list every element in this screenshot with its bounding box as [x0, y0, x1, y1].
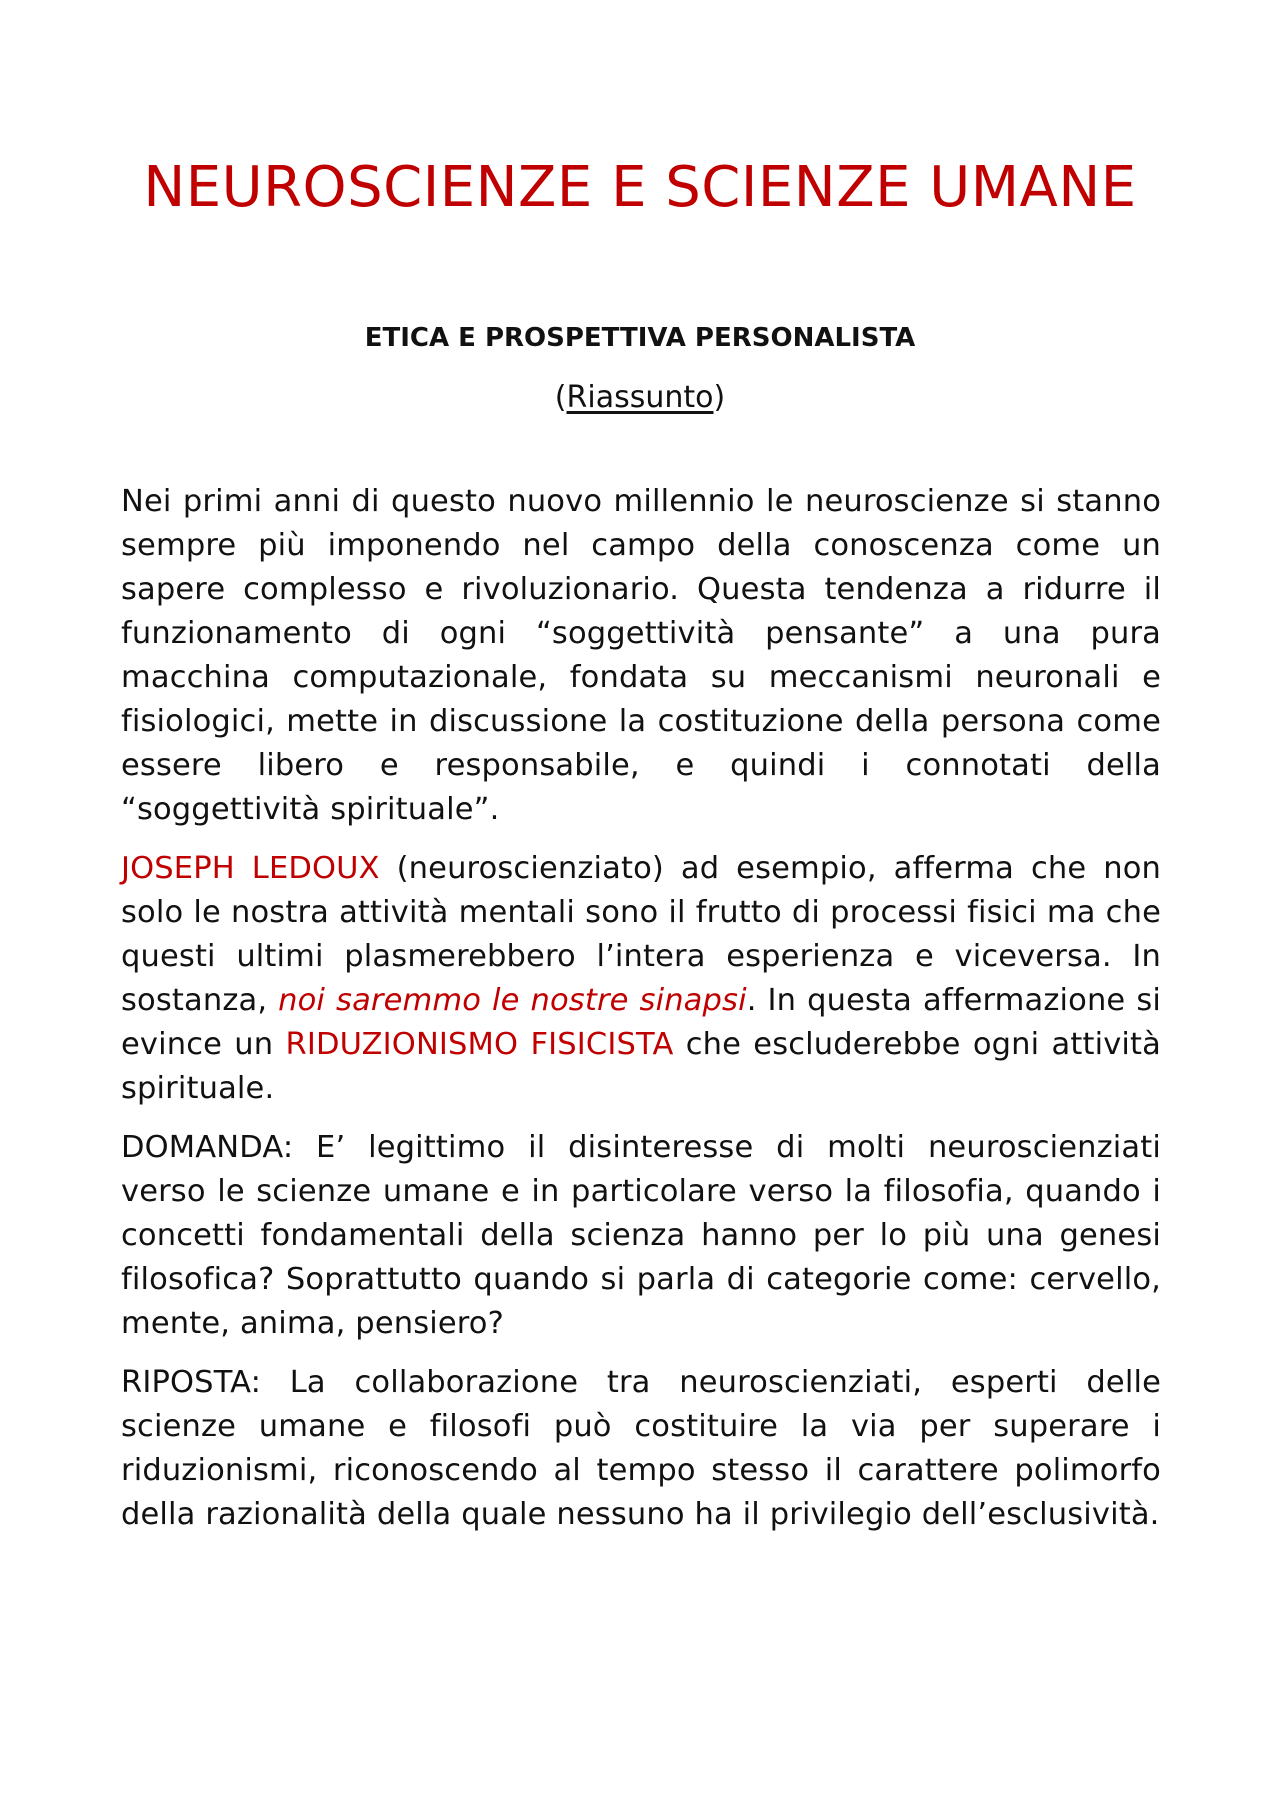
- intro-paragraph: Nei primi anni di questo nuovo millennio le neuroscienze si stanno sempre più imponendo nel campo della conoscenza come un sapere complesso e rivoluzionario. Questa tendenza a ridurre il funzionamento di ogni “soggettività pensante” a una pura macchina computazionale, fondata su meccanismi neuronali e fisiologici, mette in discussione la costituzione della persona come essere libero e responsabile, e quindi i connotati della “soggettività spirituale”.: [121, 484, 1161, 827]
- ledoux-text-1: (neuroscienziato) ad esempio, afferma che non solo le nostra attività mentali sono il frutto di processi fisici ma che questi ultimi plasmerebbero l’intera esperienza e viceversa. In sostanza,: [121, 851, 1161, 1018]
- summary-text: Riassunto: [566, 380, 714, 415]
- document-subtitle: ETICA E PROSPETTIVA PERSONALISTA: [364, 323, 916, 353]
- domanda-paragraph: DOMANDA: E’ legittimo il disinteresse di molti neuroscienziati verso le scienze umane e in particolare verso la filosofia, quando i concetti fondamentali della scienza hanno per lo più una genesi filosofica? Soprattutto quando si parla di categorie come: cervello, mente, anima, pensiero?: [121, 1130, 1161, 1341]
- summary-open-paren: (: [554, 380, 567, 415]
- ledoux-term: RIDUZIONISMO FISICISTA: [285, 1027, 674, 1062]
- summary-label: [140, 378, 1140, 418]
- riposta-paragraph: RIPOSTA: La collaborazione tra neuroscienziati, esperti delle scienze umane e filosofi può costituire la via per superare i riduzionismi, riconoscendo al tempo stesso il carattere polimorfo della razionalità della quale nessuno ha il privilegio dell’esclusività.: [121, 1365, 1161, 1532]
- ledoux-name: JOSEPH LEDOUX: [121, 851, 380, 886]
- ledoux-text-3: che escluderebbe ogni attività spirituale.: [121, 1027, 1161, 1106]
- document-title: NEUROSCIENZE E SCIENZE UMANE: [143, 155, 1137, 220]
- ledoux-paragraph: [121, 847, 1161, 1111]
- ledoux-quote: noi saremmo le nostre sinapsi: [278, 983, 747, 1018]
- ledoux-text-2: . In questa affermazione si evince un: [121, 983, 1161, 1062]
- document-body: [121, 480, 1161, 1552]
- summary-close-paren: ): [713, 380, 726, 415]
